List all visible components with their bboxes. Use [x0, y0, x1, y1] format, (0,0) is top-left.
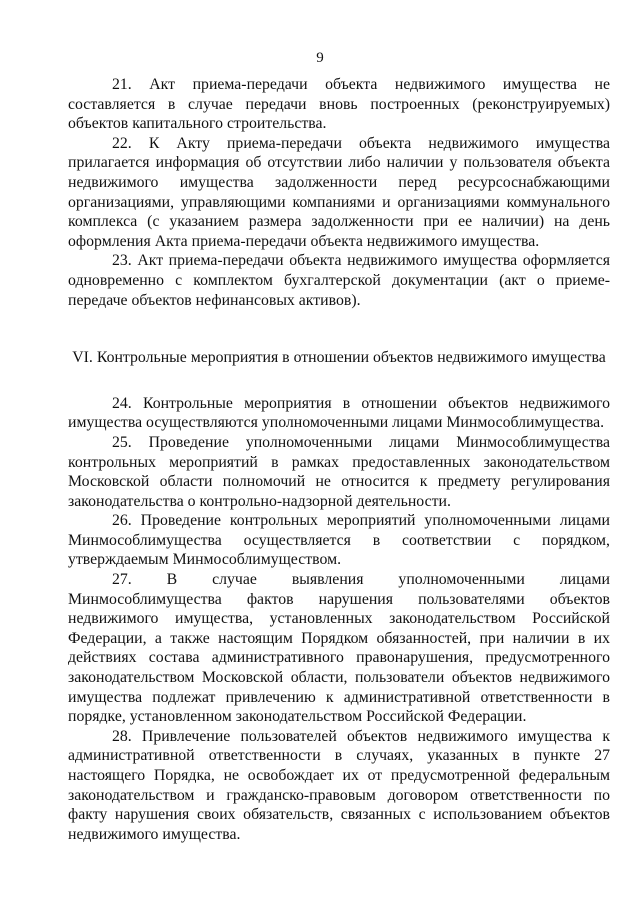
paragraph-27: 27. В случае выявления уполномоченными лицами Минмособлимущества фактов нарушения пользователями объектов недвижимого имущества, установленных законодательством Российской Федерации, а также настоящим Порядком обязанностей, при наличии в их действиях состава административного правонарушения, предусмотренного законодательством Московской области, пользователи объектов недвижимого имущества подлежат привлечению к административной ответственности в порядке, установленном законодательством Российской Федерации. [68, 571, 610, 726]
document-body [68, 75, 610, 844]
paragraph-24: 24. Контрольные мероприятия в отношении объектов недвижимого имущества осуществляются уполномоченными лицами Минмособлимущества. [68, 394, 610, 432]
paragraph-21: 21. Акт приема-передачи объекта недвижимого имущества не составляется в случае передачи вновь построенных (реконструируемых) объектов капитального строительства. [68, 76, 610, 133]
paragraph-26: 26. Проведение контрольных мероприятий уполномоченными лицами Минмособлимущества осуществляется в соответствии с порядком, утверждаемым Минмособлимуществом. [68, 512, 610, 569]
page-number: 9 [316, 50, 324, 66]
section-heading: VI. Контрольные мероприятия в отношении объектов недвижимого имущества [72, 349, 606, 367]
paragraph-22: 22. К Акту приема-передачи объекта недвижимого имущества прилагается информация об отсутствии либо наличии у пользователя объекта недвижимого имущества задолженности перед ресурсоснабжающими организациями, управляющими компаниями и организациями коммунального комплекса (с указанием размера задолженности при ее наличии) на день оформления Акта приема-передачи объекта недвижимого имущества. [68, 134, 610, 250]
paragraph-28: 28. Привлечение пользователей объектов недвижимого имущества к административной ответственности в случаях, указанных в пункте 27 настоящего Порядка, не освобождает их от предусмотренной федеральным законодательством и гражданско-правовым договором ответственности по факту нарушения своих обязательств, связанных с использованием объектов недвижимого имущества. [68, 727, 610, 843]
paragraph-25: 25. Проведение уполномоченными лицами Минмособлимущества контрольных мероприятий в рамках предоставленных законодательством Московской области полномочий не относится к предмету регулирования законодательства о контрольно-надзорной деятельности. [68, 433, 610, 510]
paragraph-23: 23. Акт приема-передачи объекта недвижимого имущества оформляется одновременно с комплектом бухгалтерской документации (акт о приеме-передаче объектов нефинансовых активов). [68, 252, 610, 309]
